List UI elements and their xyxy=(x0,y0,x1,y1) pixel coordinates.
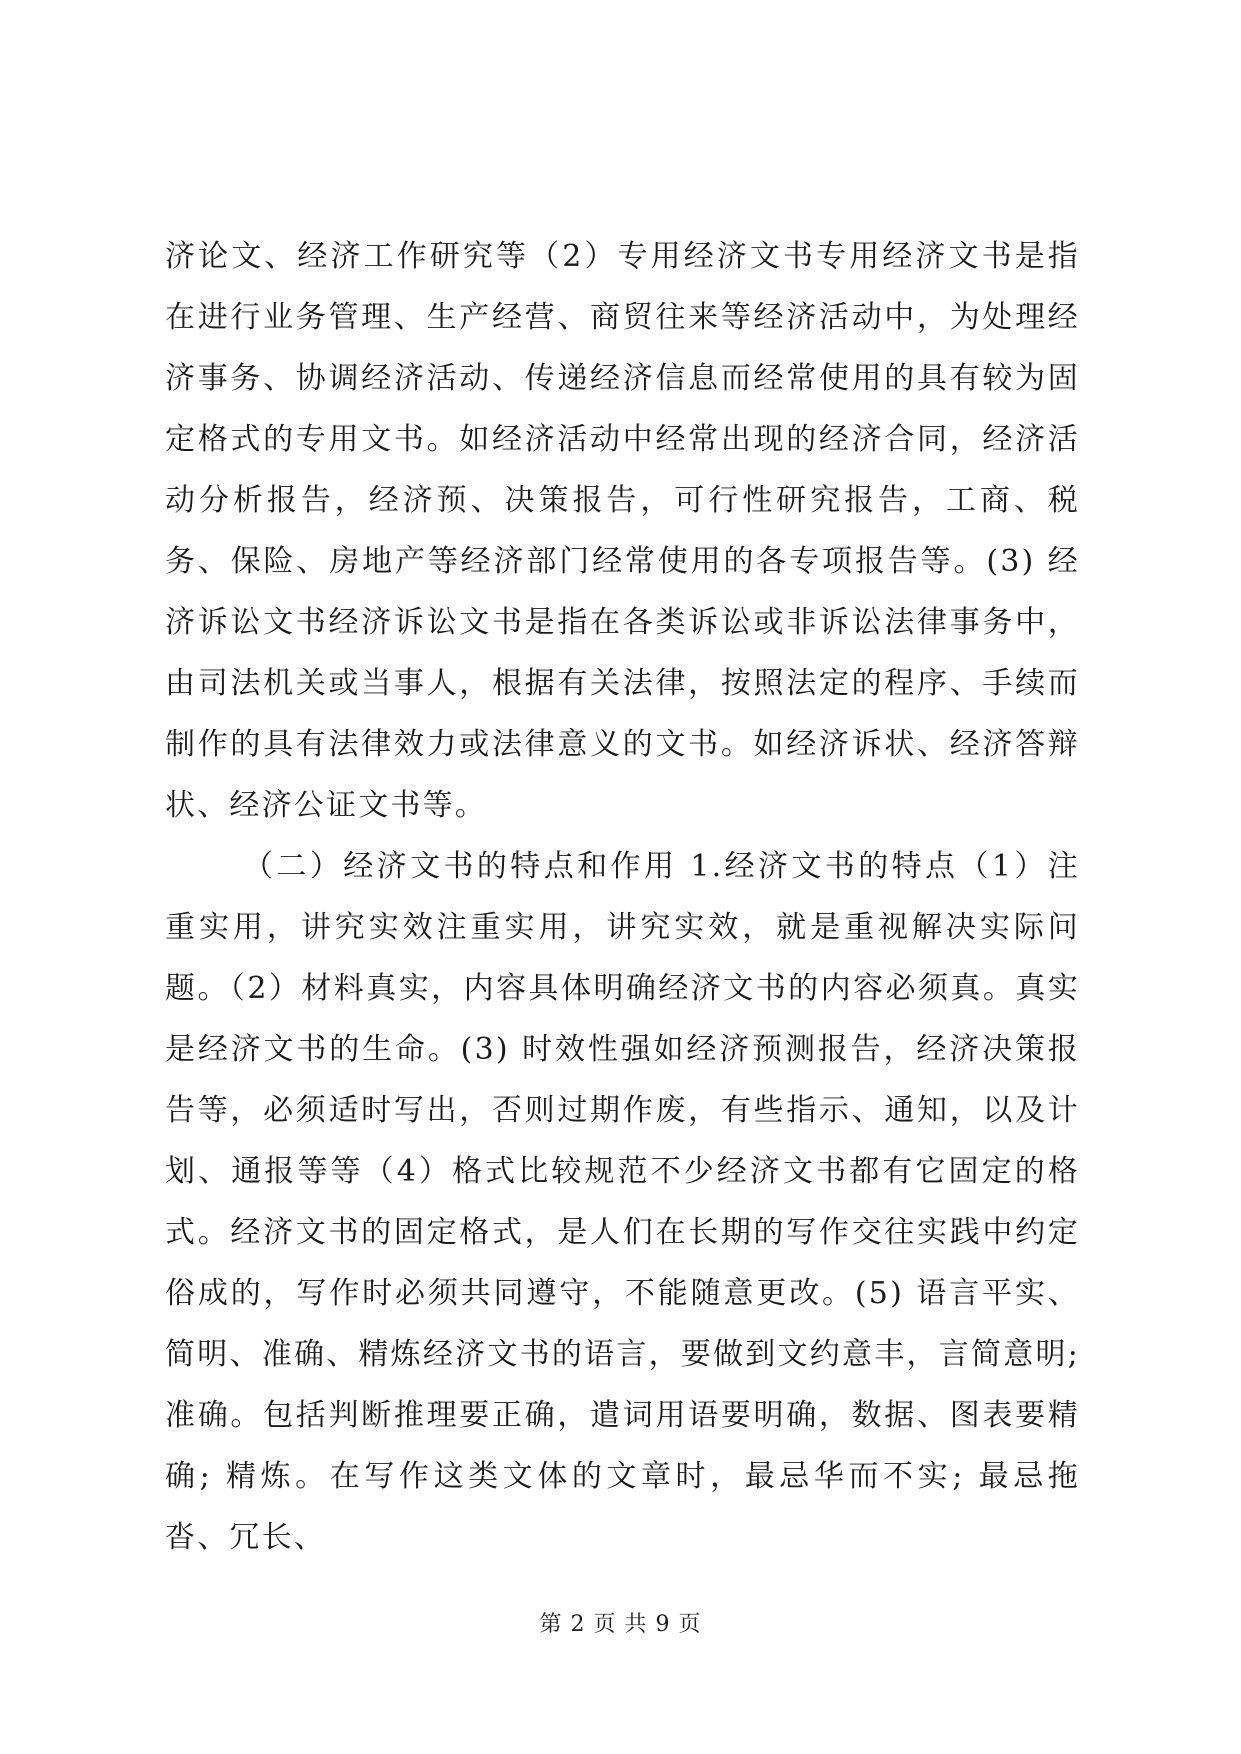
page-footer: 第 2 页 共 9 页 xyxy=(539,1612,702,1637)
document-body xyxy=(165,226,1080,1568)
paragraph-continuation: 济论文、经济工作研究等（2）专用经济文书专用经济文书是指在进行业务管理、生产经营、商贸往来等经济活动中，为处理经济事务、协调经济活动、传递经济信息而经常使用的具有较为固定格式的专用文书。如经济活动中经常出现的经济合同，经济活动分析报告，经济预、决策报告，可行性研究报告，工商、税务、保险、房地产等经济部门经常使用的各专项报告等。(3) 经济诉讼文书经济诉讼文书是指在各类诉讼或非诉讼法律事务中，由司法机关或当事人，根据有关法律，按照法定的程序、手续而制作的具有法律效力或法律意义的文书。如经济诉状、经济答辩状、经济公证文书等。 xyxy=(165,239,1080,823)
paragraph-characteristics: （二）经济文书的特点和作用 1.经济文书的特点（1）注重实用，讲究实效注重实用，讲究实效，就是重视解决实际问题。（2）材料真实，内容具体明确经济文书的内容必须真。真实是经济文书的生命。(3) 时效性强如经济预测报告，经济决策报告等，必须适时写出，否则过期作废，有些指示、通知，以及计划、通报等等（4）格式比较规范不少经济文书都有它固定的格式。经济文书的固定格式，是人们在长期的写作交往实践中约定俗成的，写作时必须共同遵守，不能随意更改。(5) 语言平实、简明、准确、精炼经济文书的语言，要做到文约意丰，言简意明; 准确。包括判断推理要正确，遣词用语要明确，数据、图表要精确; 精炼。在写作这类文体的文章时，最忌华而不实; 最忌拖沓、冗长、 xyxy=(165,849,1080,1555)
